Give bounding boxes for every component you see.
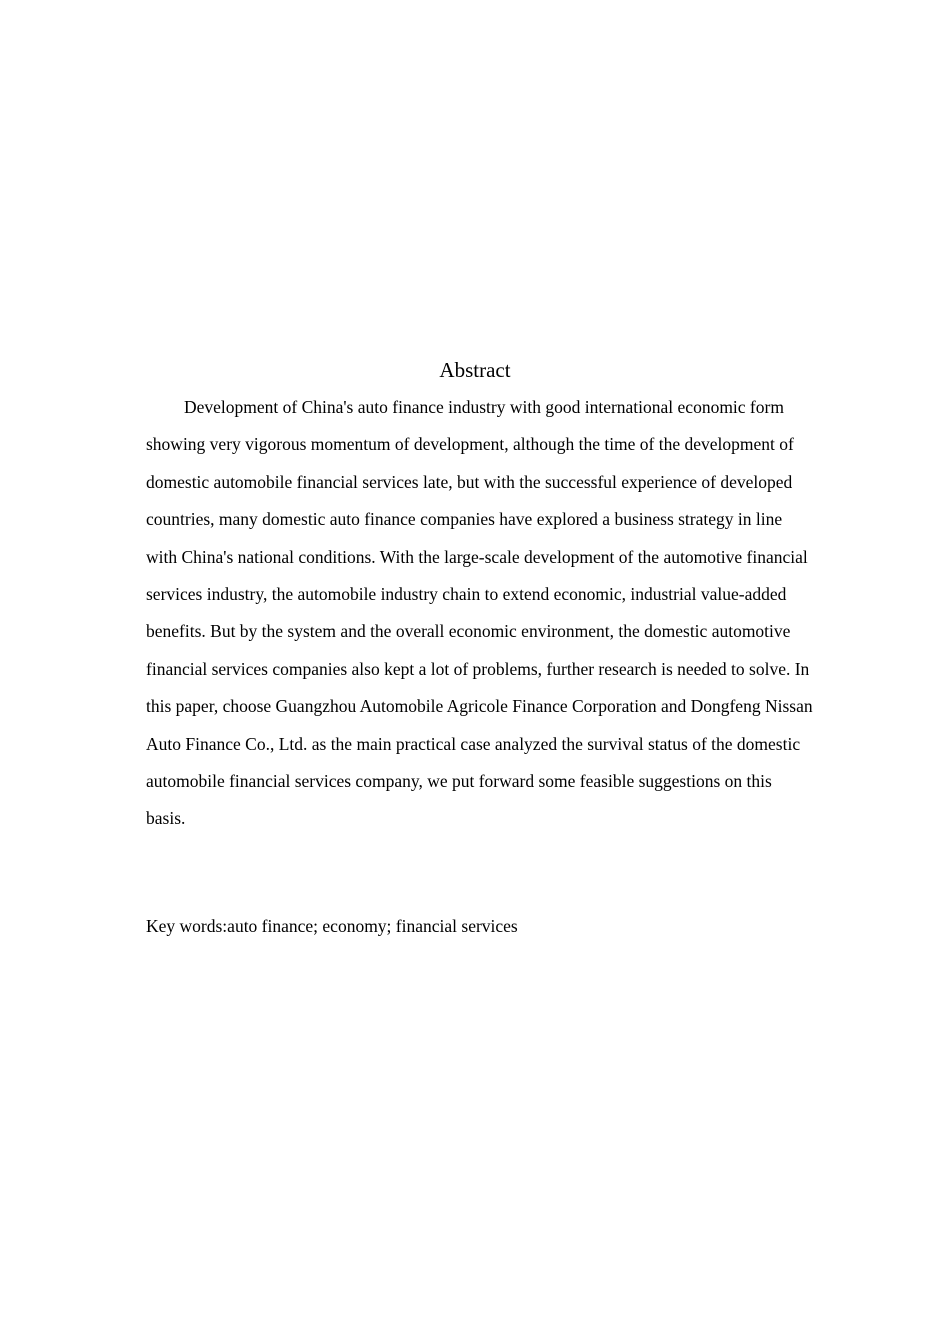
- abstract-title: Abstract: [439, 358, 511, 382]
- keywords-label: Key words:: [146, 916, 228, 936]
- keywords-line: [146, 908, 814, 945]
- abstract-paragraph: Development of China's auto finance industry with good international economic form showing very vigorous momentum of development, although the time of the development of domestic automobile financial services late, but with the successful experience of developed countries, many domestic auto finance companies have explored a business strategy in line with China's national conditions. With the large-scale development of the automotive financial services industry, the automobile industry chain to extend economic, industrial value-added benefits. But by the system and the overall economic environment, the domestic automotive financial services companies also kept a lot of problems, further research is needed to solve. In this paper, choose Guangzhou Automobile Agricole Finance Corporation and Dongfeng Nissan Auto Finance Co., Ltd. as the main practical case analyzed the survival status of the domestic automobile financial services company, we put forward some feasible suggestions on this basis.: [146, 397, 813, 829]
- keywords-list: auto finance; economy; financial services: [227, 916, 518, 936]
